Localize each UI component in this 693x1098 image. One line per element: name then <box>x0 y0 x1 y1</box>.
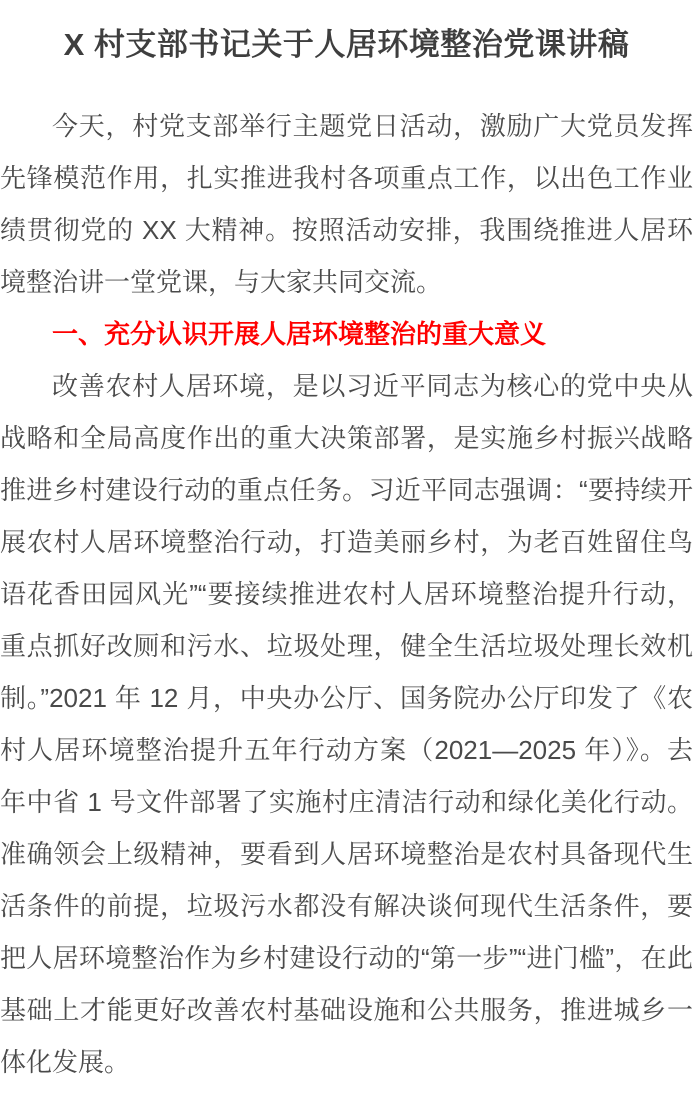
section-heading-1: 一、充分认识开展人居环境整治的重大意义 <box>52 318 547 349</box>
intro-paragraph: 今天，村党支部举行主题党日活动，激励广大党员发挥先锋模范作用，扎实推进我村各项重点工作，以出色工作业绩贯彻党的 XX 大精神。按照活动安排，我围绕推进人居环境整治讲一堂党课，与大家共同交流。 <box>0 110 693 297</box>
document-title: X 村支部书记关于人居环境整治党课讲稿 <box>63 27 630 62</box>
section-1-paragraph: 改善农村人居环境，是以习近平同志为核心的党中央从战略和全局高度作出的重大决策部署，是实施乡村振兴战略推进乡村建设行动的重点任务。习近平同志强调：“要持续开展农村人居环境整治行动，打造美丽乡村，为老百姓留住鸟语花香田园风光”“要接续推进农村人居环境整治提升行动，重点抓好改厕和污水、垃圾处理，健全生活垃圾处理长效机制。”2021 年 12 月，中央办公厅、国务院办公厅印发了《农村人居环境整治提升五年行动方案（2021—2025 年）》。去年中省 1 号文件部署了实施村庄清洁行动和绿化美化行动。准确领会上级精神，要看到人居环境整治是农村具备现代生活条件的前提，垃圾污水都没有解决谈何现代生活条件，要把人居环境整治作为乡村建设行动的“第一步”“进门槛”，在此基础上才能更好改善农村基础设施和公共服务，推进城乡一体化发展。 <box>0 370 693 1077</box>
